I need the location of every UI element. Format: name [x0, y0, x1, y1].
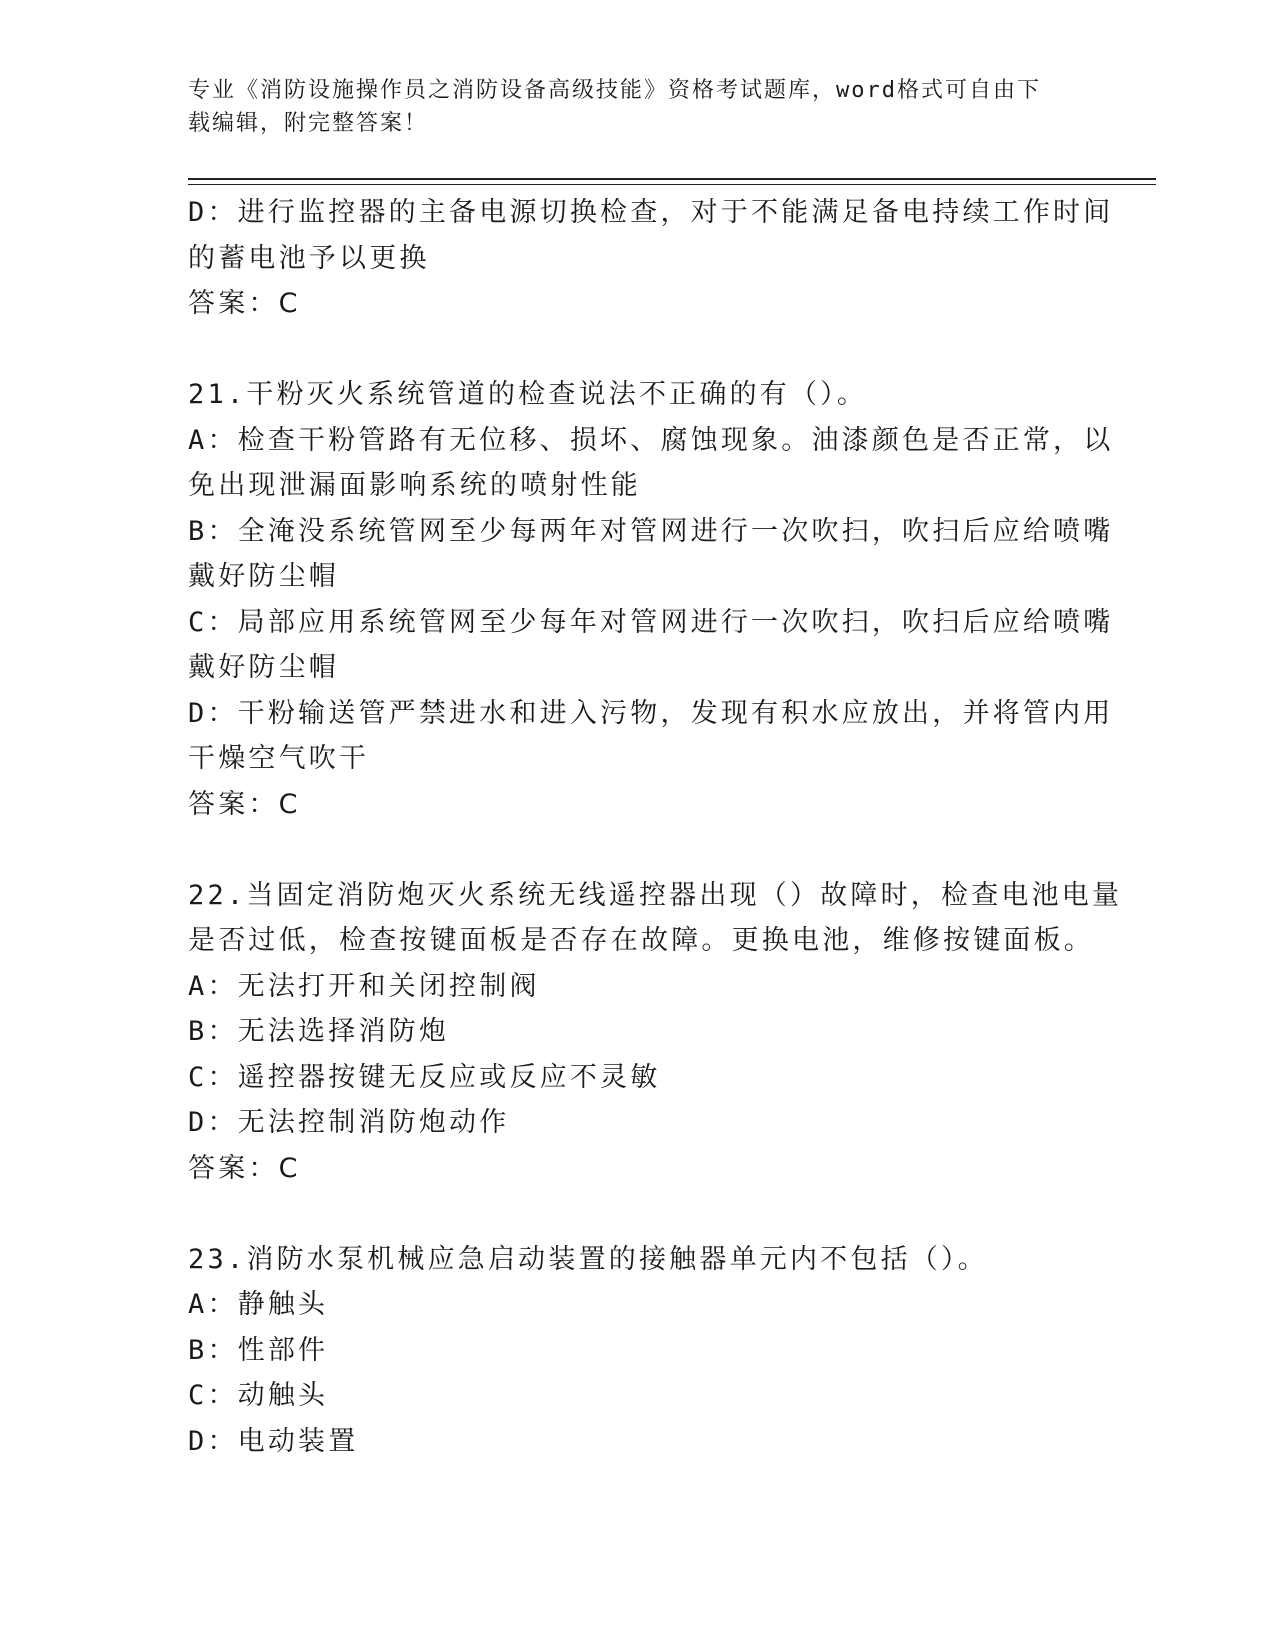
option-d-line-2: 干燥空气吹干 — [188, 743, 370, 774]
option-c-line-1: C：局部应用系统管网至少每年对管网进行一次吹扫，吹扫后应给喷嘴 — [188, 606, 1114, 638]
spacer — [188, 327, 1088, 373]
page-header — [188, 74, 1068, 140]
option-b-line-1: B：全淹没系统管网至少每两年对管网进行一次吹扫，吹扫后应给喷嘴 — [188, 515, 1114, 547]
question-20-carryover — [188, 190, 1114, 327]
option-b: B：性部件 — [188, 1334, 329, 1366]
option-d: D：电动装置 — [188, 1425, 359, 1457]
option-d-line-1: D：进行监控器的主备电源切换检查，对于不能满足备电持续工作时间 — [188, 197, 1114, 228]
answer-label: 答案：C — [188, 1152, 301, 1184]
header-divider-thick — [188, 178, 1156, 180]
spacer — [188, 1191, 1088, 1237]
question-22 — [188, 873, 1123, 1192]
option-d: D：无法控制消防炮动作 — [188, 1107, 510, 1138]
option-a-line-1: A：检查干粉管路有无位移、损坏、腐蚀现象。油漆颜色是否正常，以 — [188, 424, 1114, 456]
question-stem-line-1: 22.当固定消防炮灭火系统无线遥控器出现（）故障时，检查电池电量 — [188, 879, 1123, 911]
spacer — [188, 827, 1088, 873]
option-b: B：无法选择消防炮 — [188, 1016, 450, 1047]
option-a-line-2: 免出现泄漏面影响系统的喷射性能 — [188, 470, 641, 501]
option-d-line-2: 的蓄电池予以更换 — [188, 242, 430, 274]
question-21 — [188, 372, 1114, 827]
option-c: C：遥控器按键无反应或反应不灵敏 — [188, 1061, 661, 1093]
header-line-2: 载编辑，附完整答案！ — [188, 111, 429, 136]
option-a: A：静触头 — [188, 1289, 329, 1320]
option-d-line-1: D：干粉输送管严禁进水和进入污物，发现有积水应放出，并将管内用 — [188, 697, 1114, 729]
option-b-line-2: 戴好防尘帽 — [188, 561, 339, 592]
question-content — [188, 190, 1123, 1464]
header-line-1: 专业《消防设施操作员之消防设备高级技能》资格考试题库，word格式可自由下 — [188, 78, 1041, 103]
answer-label: 答案：C — [188, 288, 301, 319]
option-a: A：无法打开和关闭控制阀 — [188, 970, 540, 1002]
question-23 — [188, 1237, 1088, 1465]
option-c: C：动触头 — [188, 1380, 329, 1411]
answer-label: 答案：C — [188, 788, 301, 820]
option-c-line-2: 戴好防尘帽 — [188, 652, 339, 683]
question-stem: 21.干粉灭火系统管道的检查说法不正确的有（）。 — [188, 379, 868, 410]
header-divider-thin — [188, 184, 1156, 185]
question-stem: 23.消防水泵机械应急启动装置的接触器单元内不包括（）。 — [188, 1243, 988, 1275]
question-stem-line-2: 是否过低，检查按键面板是否存在故障。更换电池，维修按键面板。 — [188, 925, 1094, 956]
